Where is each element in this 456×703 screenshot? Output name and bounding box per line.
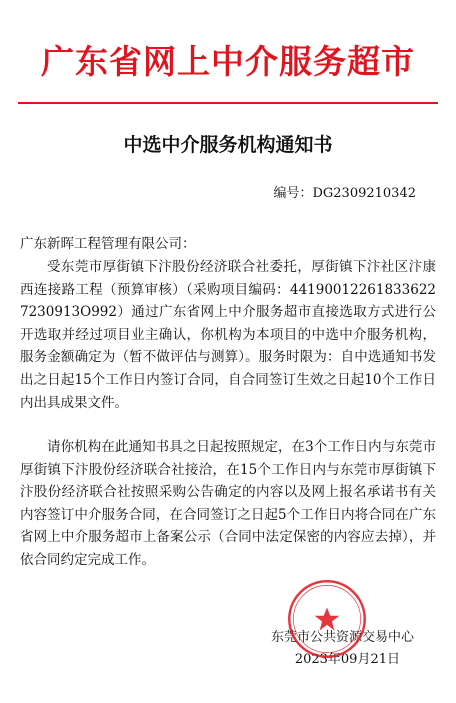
paragraph-selection: 受东莞市厚街镇下汴股份经济联合社委托，厚街镇下汴社区汴康西连接路工程（预算审核）（采购项目编码：441900122618336227230913O992）通过广东省网上中介服务超市直接选取方式进行公开选取并经过项目业主确认，你机构为本项目的中选中介服务机构，服务金额确定为（暂不做评估与测算）。服务时限为：自中选通知书发出之日起15个工作日内签订合同，自合同签订生效之日起10个工作日内出具成果文件。 — [20, 259, 436, 411]
recipient: 广东新晖工程管理有限公司： — [20, 236, 196, 252]
serial-number — [273, 182, 416, 201]
issuer-name: 东莞市公共资源交易中心 — [270, 630, 414, 645]
paragraph-instructions: 请你机构在此通知书具之日起按照规定，在3个工作日内与东莞市厚街镇下汴股份经济联合社接洽，在15个工作日内与东莞市厚街镇下汴股份经济联合社按照采购公告确定的内容以及网上报名承诺书有关内容签订中介服务合同，在合同签订之日起5个工作日内将合同在广东省网上中介服务超市上备案公示（合同中法定保密的内容应去掉），并依合同约定完成工作。 — [20, 439, 436, 568]
issue-date: 2023年09月21日 — [294, 652, 400, 667]
header-divider — [18, 102, 438, 104]
serial-value: DG2309210342 — [312, 186, 416, 201]
serial-label: 编号： — [273, 186, 313, 201]
official-seal-icon — [286, 578, 368, 660]
notice-title: 中选中介服务机构通知书 — [123, 134, 333, 156]
header-title: 广东省网上中介服务超市 — [41, 42, 415, 81]
